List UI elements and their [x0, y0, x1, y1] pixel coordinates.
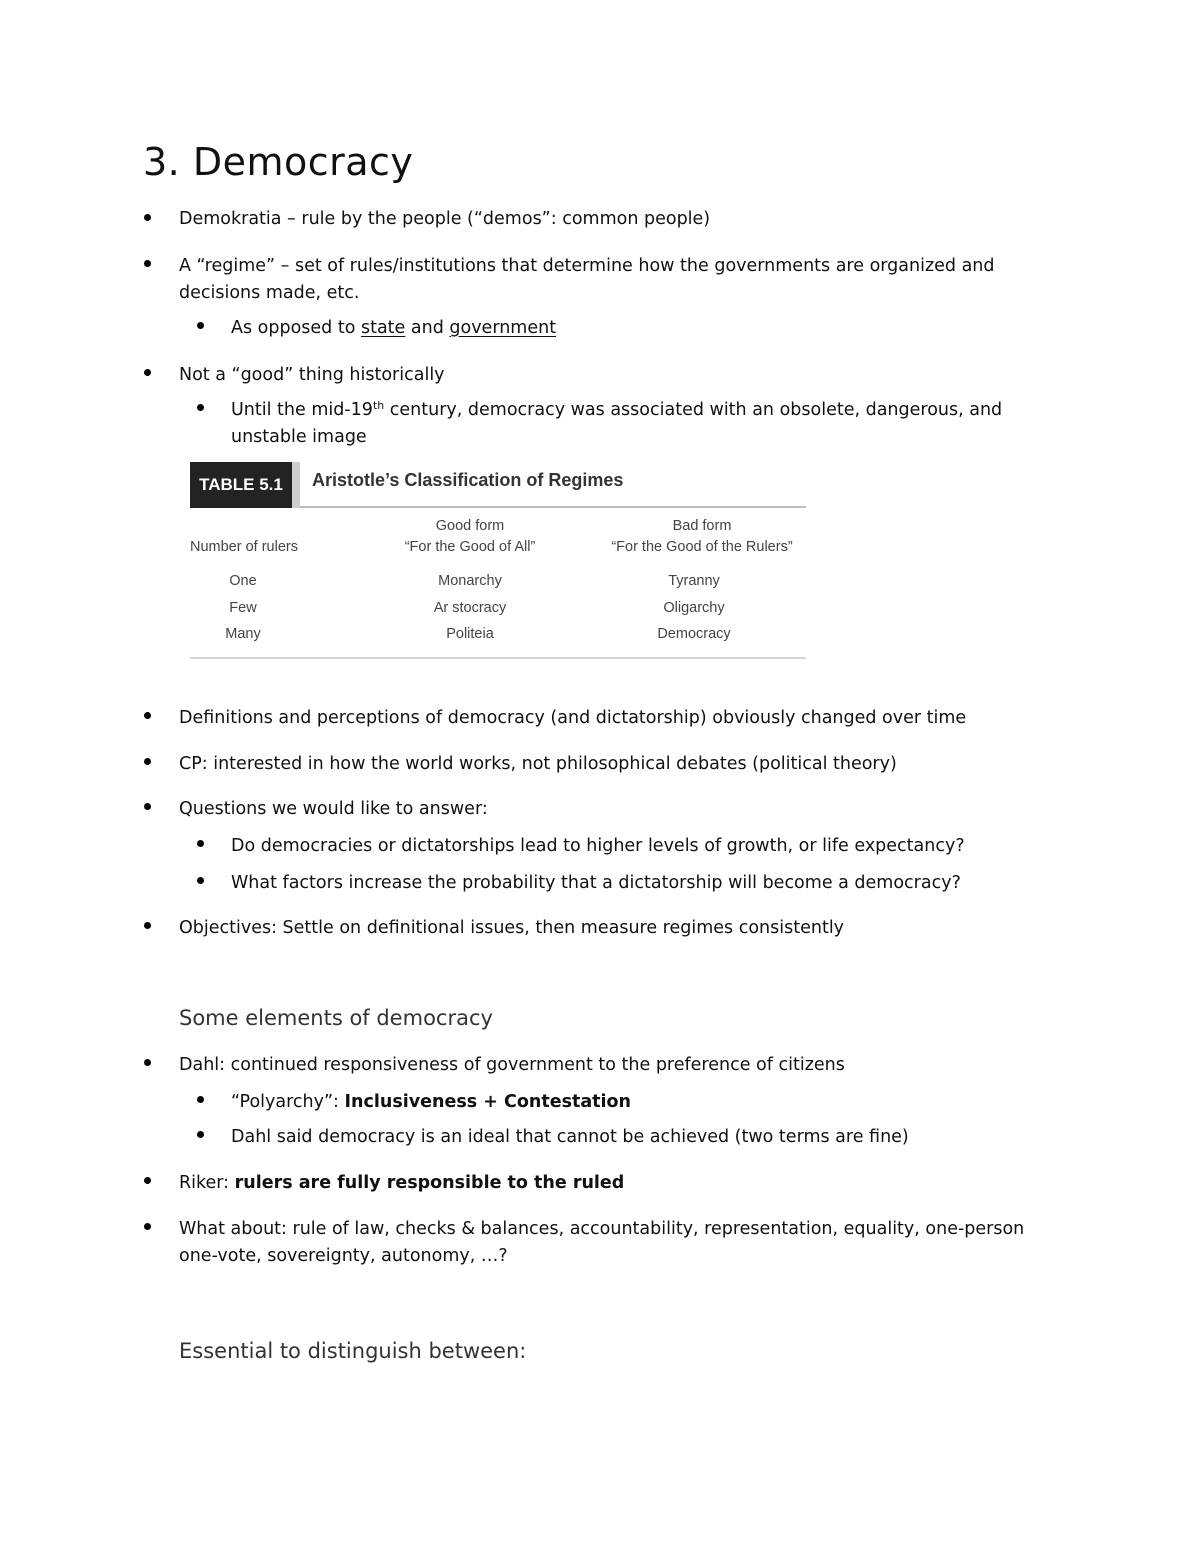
- bullet-cp: CP: interested in how the world works, not philosophical debates (political theory): [179, 754, 897, 774]
- bullet-dot: [144, 214, 151, 221]
- sub-bullet-text: Until the mid-19: [231, 400, 373, 420]
- bullet-dot: [144, 1059, 151, 1066]
- bullet-dot: [197, 1131, 204, 1138]
- sub-bullet-as-opposed: [231, 315, 556, 342]
- sub-bullet-text: and: [405, 318, 450, 338]
- bold-term: rulers are fully responsible to the ruled: [234, 1173, 625, 1193]
- bullet-dot: [197, 1096, 204, 1103]
- table-caption: Aristotle’s Classification of Regimes: [312, 470, 624, 490]
- sub-bullet-text: century, democracy was associated with an obsolete, dangerous, and: [384, 400, 1003, 420]
- table-cell: Few: [229, 600, 257, 616]
- table-top-rule: [300, 506, 806, 508]
- bold-term: Inclusiveness + Contestation: [344, 1092, 632, 1112]
- sub-bullet-mid-19th: [231, 397, 1002, 424]
- table-bottom-rule: [190, 657, 806, 659]
- bullet-riker: [179, 1170, 624, 1197]
- bullet-dot: [144, 712, 151, 719]
- sub-bullet-text: As opposed to: [231, 318, 361, 338]
- bullet-dot: [144, 758, 151, 765]
- term-government: government: [449, 318, 557, 338]
- col-header-bad-form: Bad form: [672, 518, 732, 534]
- col-header-good-form-sub: “For the Good of All”: [404, 539, 536, 555]
- col-header-good-form: Good form: [435, 518, 505, 534]
- term-state: state: [360, 318, 406, 338]
- section-heading-essential: Essential to distinguish between:: [179, 1339, 527, 1363]
- bullet-dahl: Dahl: continued responsiveness of government to the preference of citizens: [179, 1055, 845, 1075]
- col-header-number-of-rulers: Number of rulers: [190, 539, 298, 555]
- bullet-dot: [197, 322, 204, 329]
- sub-bullet-question-growth: Do democracies or dictatorships lead to higher levels of growth, or life expectancy?: [231, 836, 965, 856]
- table-cell: Tyranny: [668, 573, 720, 589]
- sub-bullet-question-probability: What factors increase the probability that a dictatorship will become a democracy?: [231, 873, 961, 893]
- page-title: 3. Democracy: [143, 140, 414, 184]
- sub-bullet-dahl-ideal: Dahl said democracy is an ideal that cannot be achieved (two terms are fine): [231, 1127, 909, 1147]
- table-cell: One: [229, 573, 257, 589]
- sub-bullet-mid-19th-line2: unstable image: [231, 427, 367, 447]
- bullet-dot: [144, 1223, 151, 1230]
- table-badge-edge: [292, 462, 300, 508]
- bullet-dot: [144, 369, 151, 376]
- bullet-regime-line2: decisions made, etc.: [179, 283, 360, 303]
- bullet-dot: [144, 803, 151, 810]
- bullet-dot: [197, 404, 204, 411]
- sub-bullet-polyarchy: [231, 1089, 631, 1116]
- col-header-bad-form-sub: “For the Good of the Rulers”: [611, 539, 793, 555]
- table-cell: Many: [225, 626, 261, 642]
- table-cell: Democracy: [657, 626, 731, 642]
- table-cell: Ar stocracy: [433, 600, 507, 616]
- bullet-dot: [197, 840, 204, 847]
- bullet-objectives: Objectives: Settle on definitional issues, then measure regimes consistently: [179, 918, 845, 938]
- bullet-dot: [144, 1177, 151, 1184]
- bullet-regime-line1: A “regime” – set of rules/institutions that determine how the governments are organized and: [179, 256, 995, 276]
- bullet-definitions: Definitions and perceptions of democracy (and dictatorship) obviously changed over time: [179, 708, 967, 728]
- bullet-what-about-line1: What about: rule of law, checks & balances, accountability, representation, equality, one-person: [179, 1219, 1025, 1239]
- bullet-text: Riker:: [179, 1173, 235, 1193]
- bullet-demokratia: Demokratia – rule by the people (“demos”: common people): [179, 209, 711, 229]
- table-cell: Oligarchy: [663, 600, 725, 616]
- bullet-dot: [197, 877, 204, 884]
- table-cell: Politeia: [446, 626, 494, 642]
- section-heading-elements: Some elements of democracy: [179, 1006, 493, 1030]
- sub-bullet-text: “Polyarchy”:: [231, 1092, 345, 1112]
- bullet-dot: [144, 922, 151, 929]
- bullet-dot: [144, 260, 151, 267]
- bullet-questions: Questions we would like to answer:: [179, 799, 488, 819]
- superscript-th: th: [372, 399, 385, 412]
- bullet-not-good: Not a “good” thing historically: [179, 365, 445, 385]
- table-badge: TABLE 5.1: [190, 462, 292, 508]
- bullet-what-about-line2: one-vote, sovereignty, autonomy, …?: [179, 1246, 508, 1266]
- aristotle-table: [190, 462, 806, 662]
- table-cell: Monarchy: [438, 573, 502, 589]
